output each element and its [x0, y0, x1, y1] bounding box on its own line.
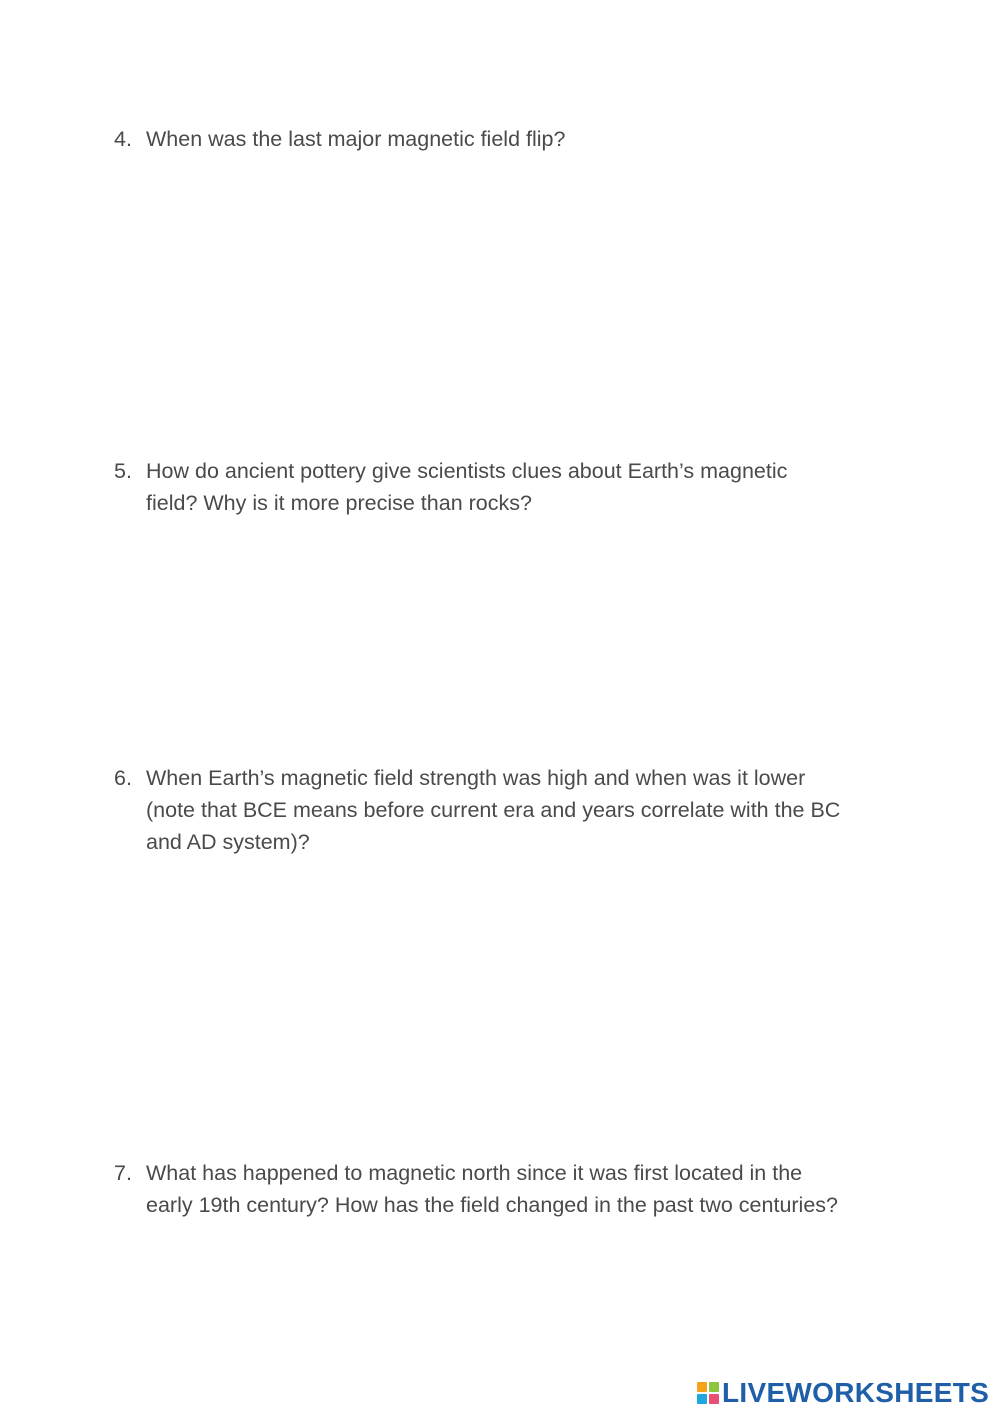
liveworksheets-logo-icon	[697, 1382, 719, 1404]
question-line: field? Why is it more precise than rocks?	[146, 491, 532, 515]
question-text	[146, 123, 894, 155]
question-text	[146, 1157, 894, 1221]
question-4	[114, 123, 894, 155]
question-line: What has happened to magnetic north since it was first located in the	[146, 1161, 803, 1185]
question-number: 7.	[114, 1161, 132, 1185]
logo-square-green	[709, 1382, 719, 1392]
question-text	[146, 762, 894, 858]
question-5	[114, 455, 894, 519]
question-line: early 19th century? How has the field changed in the past two centuries?	[146, 1193, 838, 1217]
question-line: (note that BCE means before current era and years correlate with the BC	[146, 798, 841, 822]
logo-square-orange	[697, 1382, 707, 1392]
logo-square-blue	[697, 1394, 707, 1404]
question-line: How do ancient pottery give scientists clues about Earth’s magnetic	[146, 459, 788, 483]
question-line: and AD system)?	[146, 830, 310, 854]
question-line: When was the last major magnetic field flip?	[146, 127, 566, 151]
logo-square-pink	[709, 1394, 719, 1404]
question-text	[146, 455, 894, 519]
question-6	[114, 762, 894, 858]
question-number: 4.	[114, 127, 132, 151]
question-number: 5.	[114, 459, 132, 483]
question-7	[114, 1157, 894, 1221]
question-number: 6.	[114, 766, 132, 790]
liveworksheets-branding	[697, 1377, 989, 1409]
liveworksheets-logo-text: LIVEWORKSHEETS	[722, 1377, 990, 1408]
question-line: When Earth’s magnetic field strength was high and when was it lower	[146, 766, 806, 790]
